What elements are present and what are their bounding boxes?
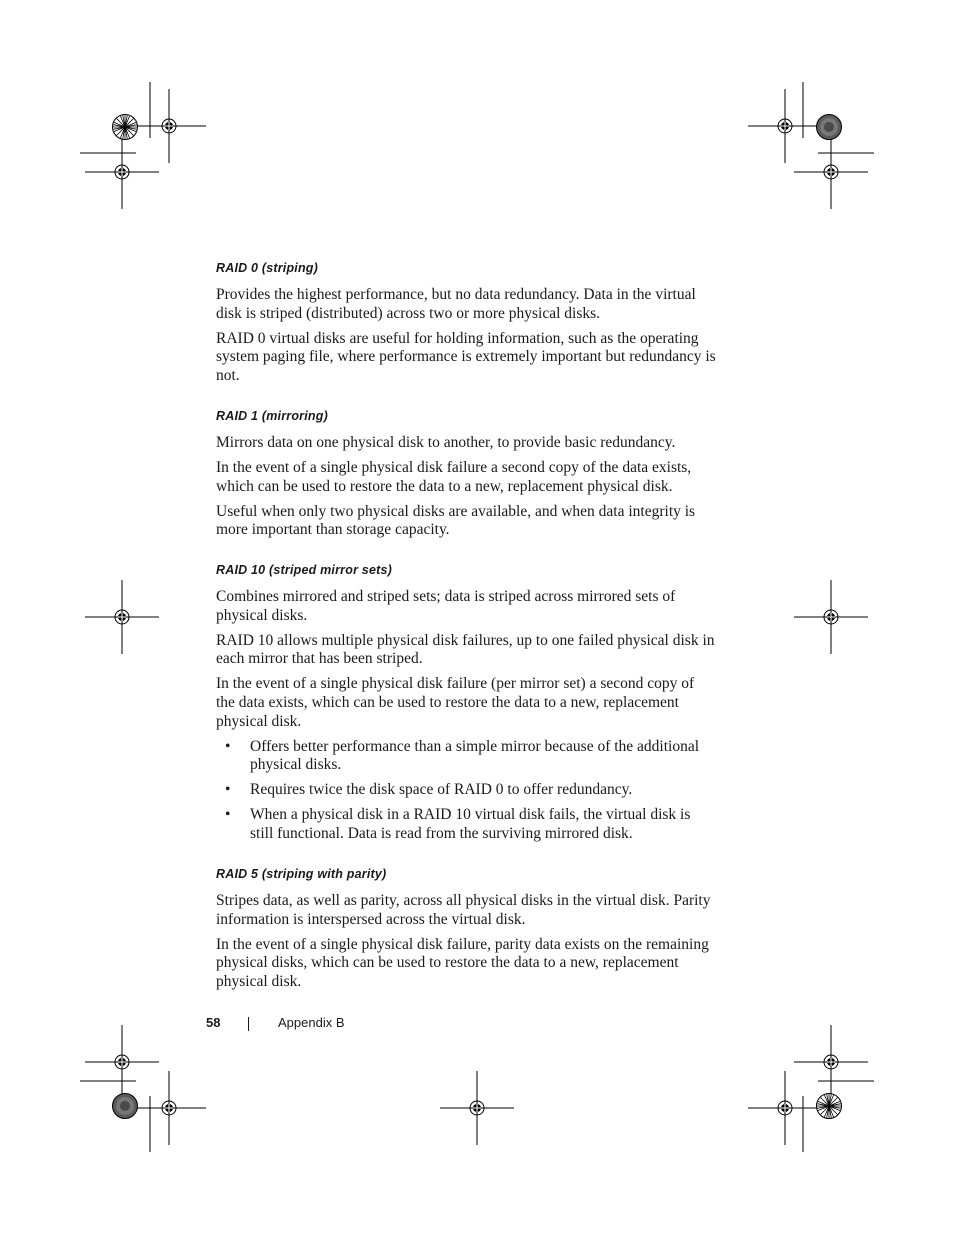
crosshair-mark (748, 89, 822, 163)
list-item (216, 806, 716, 843)
section-raid5 (216, 865, 716, 992)
bullet-list (216, 738, 716, 844)
page-number: 58 (206, 1015, 221, 1030)
page-content (216, 259, 716, 1013)
footer-section-label: Appendix B (278, 1015, 345, 1030)
paragraph: Stripes data, as well as parity, across all physical disks in the virtual disk. Parity information is interspersed across the virtual disk. (216, 891, 711, 928)
paragraph: In the event of a single physical disk failure, parity data exists on the remaining physical disks, which can be used to restore the data to a new, replacement physical disk. (216, 935, 709, 990)
paragraph: In the event of a single physical disk failure (per mirror set) a second copy of the data exists, which can be used to restore the data to a new, replacement physical disk. (216, 675, 695, 730)
section-raid10 (216, 561, 716, 844)
paragraph: Mirrors data on one physical disk to another, to provide basic redundancy. (216, 433, 676, 451)
crosshair-mark (132, 89, 206, 163)
crosshair-mark (748, 1071, 822, 1145)
crosshair-mark (85, 135, 159, 209)
section-heading: RAID 10 (striped mirror sets) (216, 562, 392, 577)
section-heading: RAID 5 (striping with parity) (216, 866, 387, 881)
paragraph: Useful when only two physical disks are available, and when data integrity is more important than storage capacity. (216, 502, 696, 539)
section-heading: RAID 0 (striping) (216, 261, 319, 275)
star-target-icon (113, 115, 138, 140)
gray-target-icon (817, 115, 842, 140)
bullet-icon: • (225, 806, 231, 824)
list-item (216, 738, 716, 775)
crosshair-mark (132, 1071, 206, 1145)
crosshair-mark (440, 1071, 514, 1145)
crosshair-mark (794, 135, 868, 209)
paragraph: RAID 0 virtual disks are useful for holding information, such as the operating system paging file, where performance is extremely important but redundancy is not. (216, 329, 716, 385)
paragraph: Combines mirrored and striped sets; data is striped across mirrored sets of physical disks. (216, 587, 676, 624)
list-item-text: Requires twice the disk space of RAID 0 to offer redundancy. (250, 781, 633, 799)
page-footer (206, 1015, 345, 1030)
gray-target-icon (113, 1094, 138, 1119)
list-item-text: Offers better performance than a simple mirror because of the additional physical disks. (250, 737, 700, 774)
paragraph: RAID 10 allows multiple physical disk failures, up to one failed physical disk in each mirror that has been striped. (216, 631, 715, 668)
section-raid1 (216, 407, 716, 540)
section-heading: RAID 1 (mirroring) (216, 408, 328, 423)
crosshair-mark (85, 1025, 159, 1099)
footer-divider (248, 1017, 249, 1031)
crosshair-mark (794, 1025, 868, 1099)
bullet-icon: • (225, 737, 231, 755)
crosshair-mark (85, 580, 159, 654)
paragraph: Provides the highest performance, but no data redundancy. Data in the virtual disk is striped (distributed) across two or more physical disks. (216, 286, 696, 322)
bullet-icon: • (225, 781, 231, 799)
paragraph: In the event of a single physical disk failure a second copy of the data exists, which can be used to restore the data to a new, replacement physical disk. (216, 458, 692, 495)
section-raid0 (216, 259, 716, 386)
list-item-text: When a physical disk in a RAID 10 virtual disk fails, the virtual disk is still functional. Data is read from the surviving mirrored disk. (250, 806, 691, 843)
star-target-icon (817, 1094, 842, 1119)
crosshair-mark (794, 580, 868, 654)
list-item (216, 781, 716, 800)
